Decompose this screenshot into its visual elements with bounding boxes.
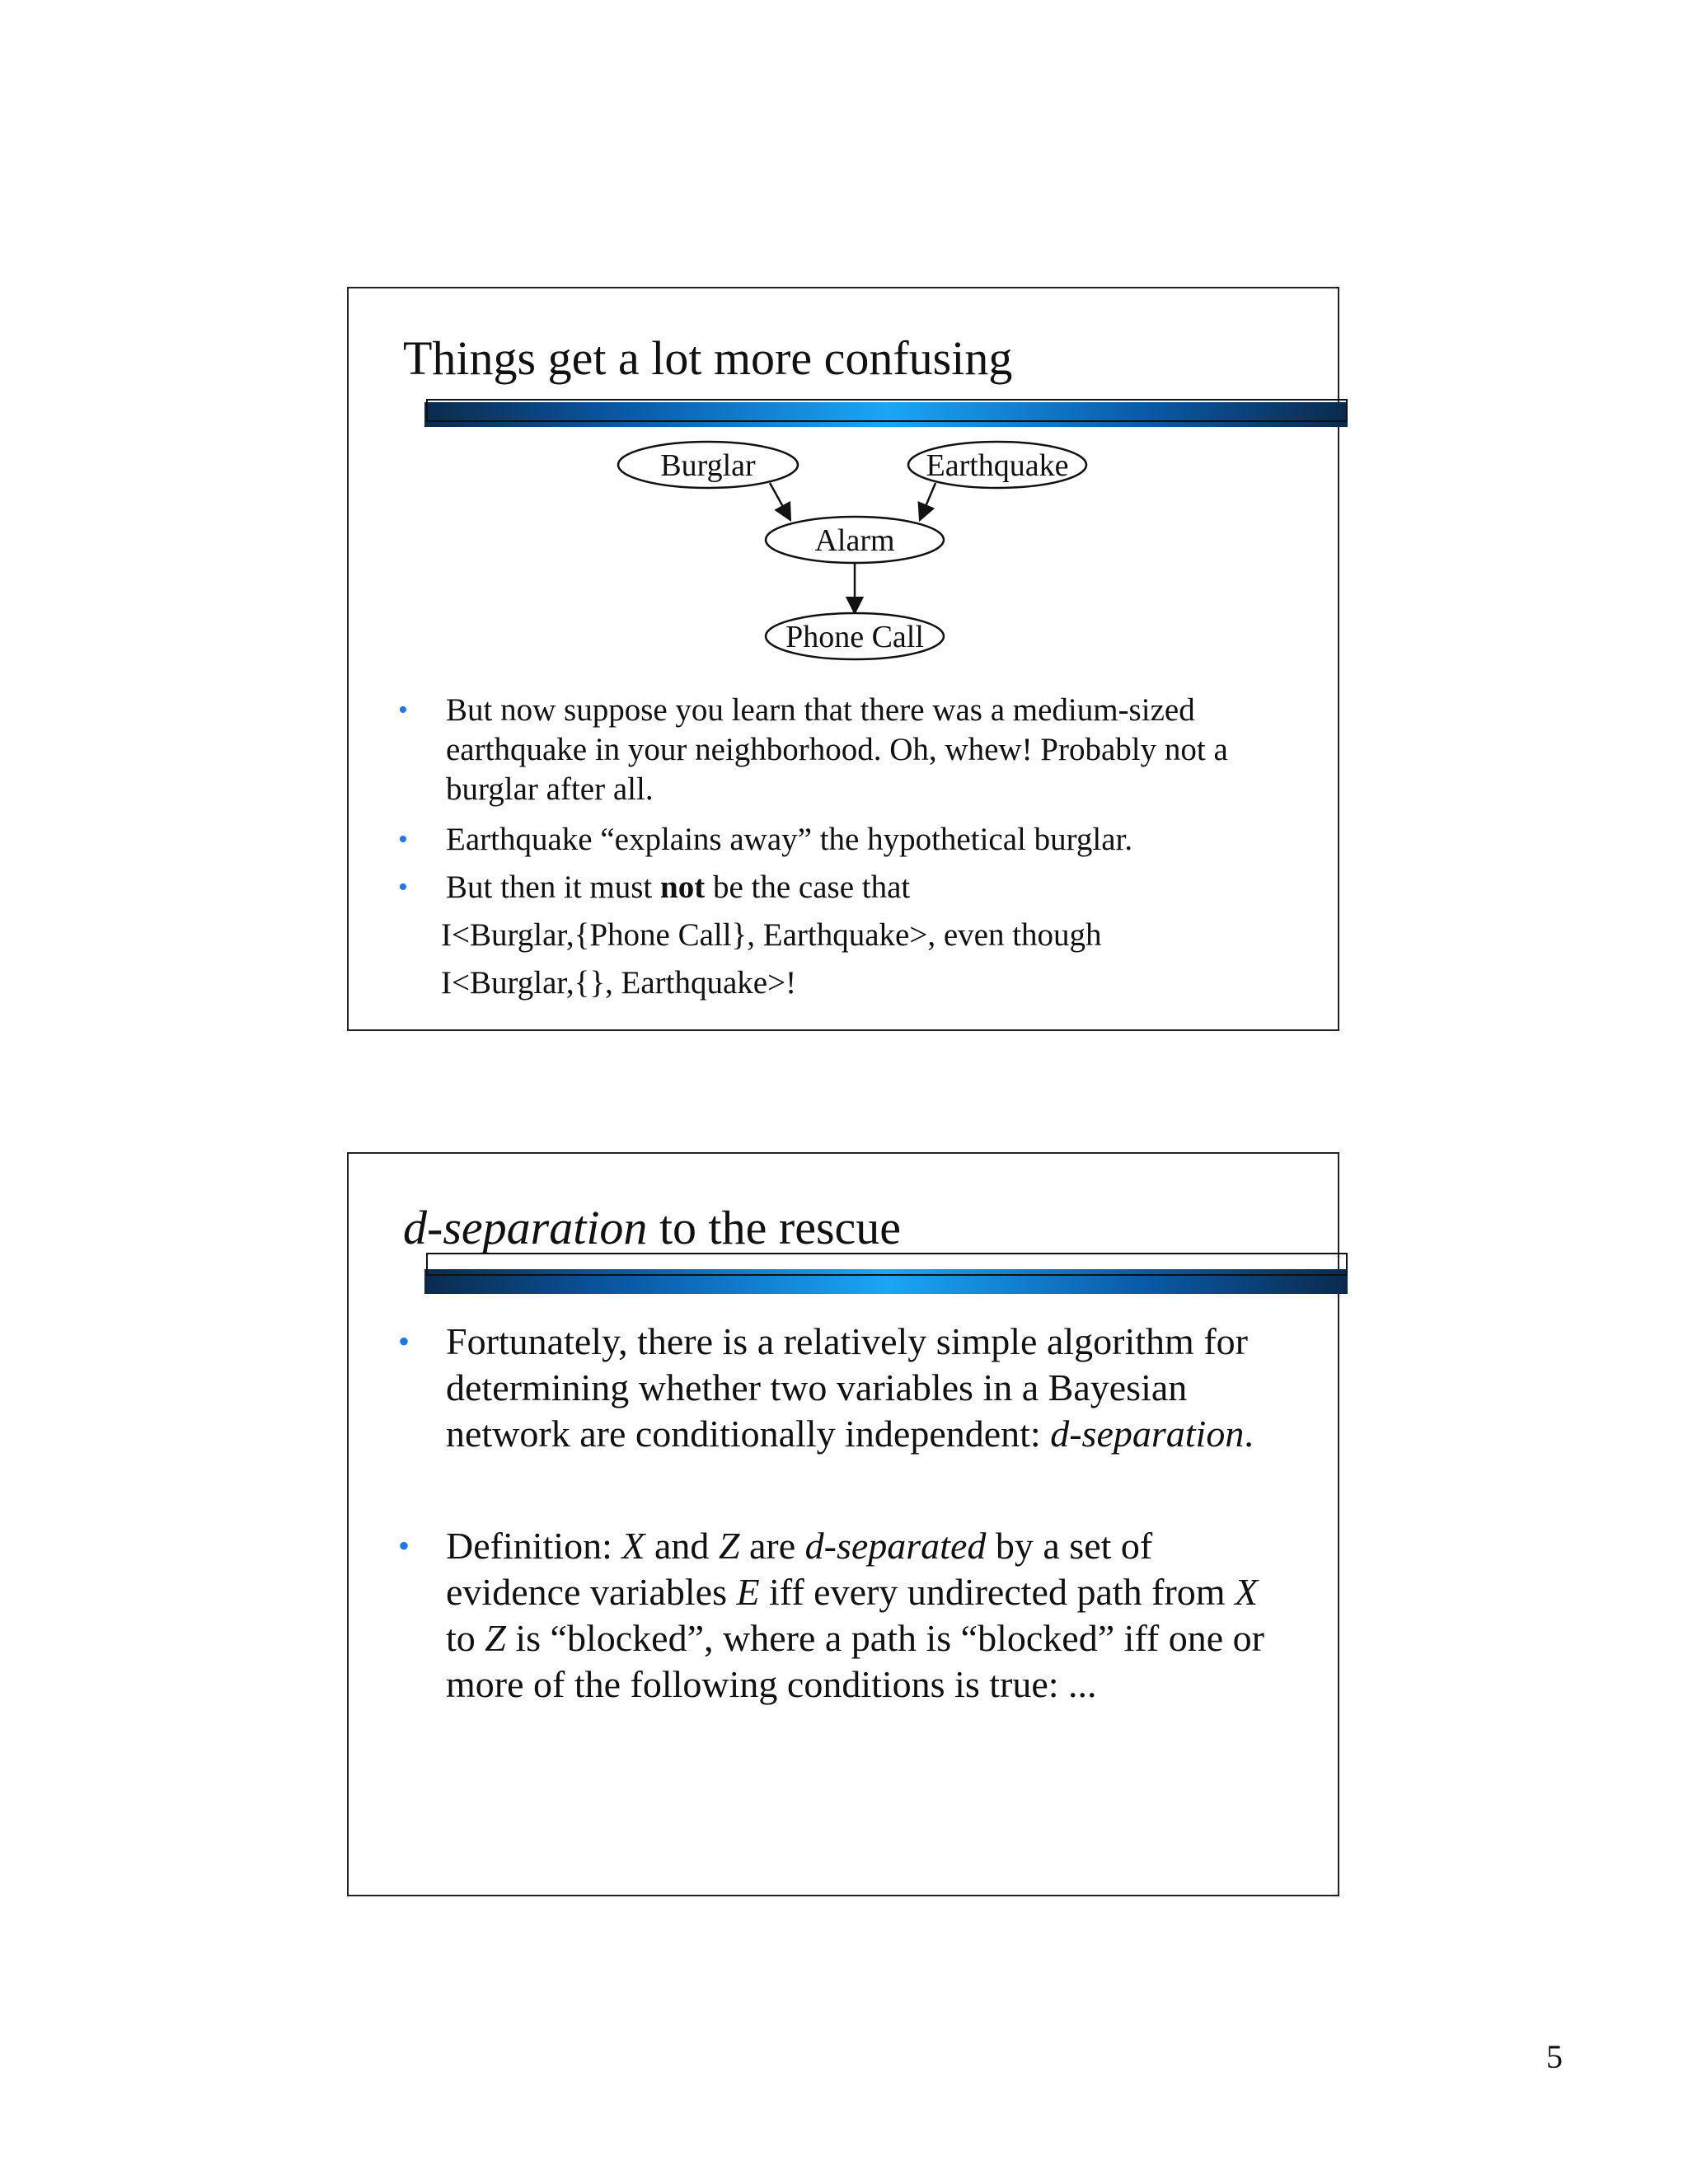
- bullet-text: [446, 1319, 1270, 1457]
- edge-burglar-alarm: [770, 483, 790, 520]
- bullet-marker: •: [398, 872, 408, 902]
- italic-text: Z: [485, 1617, 506, 1659]
- slide-title: Things get a lot more confusing: [403, 331, 1013, 385]
- text-run: are: [739, 1525, 805, 1567]
- bullet-marker: •: [398, 1527, 410, 1564]
- node-burglar: [618, 442, 798, 488]
- node-earthquake: [908, 442, 1086, 488]
- bullet-text: [446, 1523, 1270, 1708]
- node-phone-call: [766, 613, 944, 659]
- node-phone-call-label: Phone Call: [785, 620, 924, 654]
- text-run: .: [1244, 1413, 1254, 1455]
- formula-line: I<Burglar,{}, Earthquake>!: [441, 965, 797, 1001]
- bullet-marker: •: [398, 1323, 410, 1360]
- italic-text: X: [1235, 1571, 1259, 1613]
- node-alarm-label: Alarm: [814, 523, 895, 558]
- node-earthquake-label: Earthquake: [926, 448, 1069, 483]
- title-underline-frame: [426, 1253, 1348, 1276]
- text-run: is “blocked”, where a path is “blocked” iff one or more of the following conditions is true: ...: [446, 1617, 1264, 1705]
- text-run: iff every undirected path from: [759, 1571, 1236, 1613]
- italic-text: d-separated: [804, 1525, 987, 1567]
- italic-text: Z: [718, 1525, 740, 1567]
- italic-text: X: [621, 1525, 645, 1567]
- text-run: Definition:: [446, 1525, 622, 1567]
- formula-line: I<Burglar,{Phone Call}, Earthquake>, even though: [441, 917, 1102, 953]
- bayes-net-diagram: [349, 288, 1341, 668]
- title-italic: d-separation: [403, 1201, 648, 1254]
- node-burglar-label: Burglar: [660, 448, 756, 483]
- title-rest: to the rescue: [647, 1201, 902, 1254]
- text-run: by a set of evidence variables: [446, 1525, 1153, 1613]
- node-alarm: [766, 517, 944, 563]
- bold-text: not: [660, 869, 706, 905]
- text-run: to: [446, 1617, 485, 1659]
- text-run: and: [645, 1525, 719, 1567]
- italic-text: E: [736, 1571, 760, 1613]
- slide-2: [347, 1152, 1339, 1896]
- slide-title: [403, 1199, 901, 1257]
- bullet-marker: •: [398, 695, 408, 725]
- slide-1: [347, 287, 1339, 1031]
- page-number: 5: [1546, 2038, 1563, 2075]
- text-run: be the case that: [705, 869, 911, 905]
- edge-earthquake-alarm: [920, 483, 935, 520]
- bullet-text: But now suppose you learn that there was a medium-sized earthquake in your neighborhood. Oh, whew! Probably not a burglar after all.: [446, 692, 1228, 807]
- italic-text: d-separation: [1050, 1413, 1245, 1455]
- text-run: But then it must: [446, 869, 661, 905]
- bullet-text: [446, 868, 1270, 907]
- text-run: Fortunately, there is a relatively simple algorithm for determining whether two variables in a Bayesian network are conditionally independent:: [446, 1320, 1248, 1455]
- bullet-marker: •: [398, 824, 408, 855]
- bullet-text: Earthquake “explains away” the hypothetical burglar.: [446, 822, 1133, 857]
